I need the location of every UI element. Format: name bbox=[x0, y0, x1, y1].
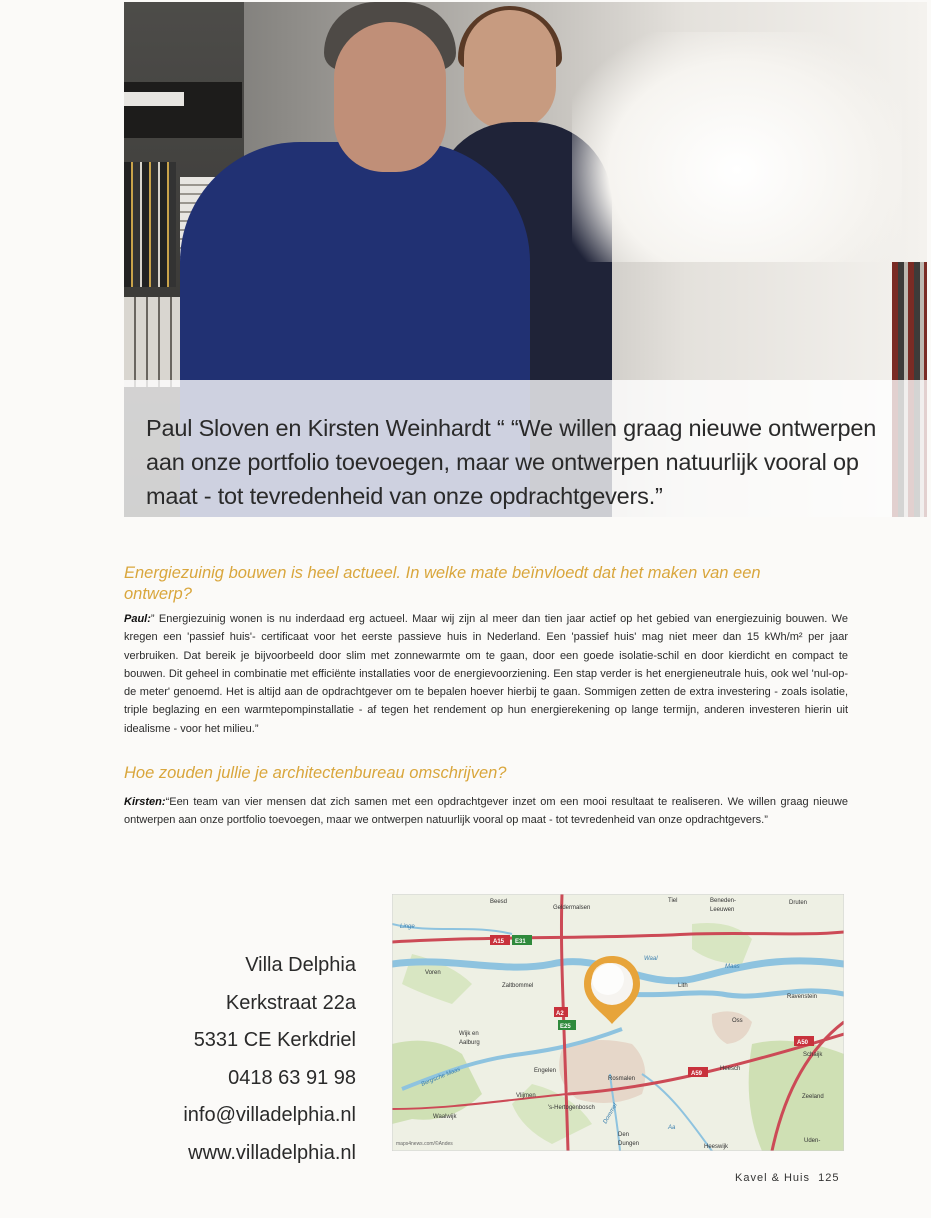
book-stack bbox=[124, 82, 242, 138]
road-shield: A50 bbox=[797, 1040, 809, 1046]
map-label: Waalwijk bbox=[433, 1114, 457, 1120]
page-footer bbox=[735, 1172, 839, 1184]
answer-paragraph bbox=[124, 793, 848, 830]
map-label: Linge bbox=[400, 924, 415, 930]
map-label: Bergsche Maas bbox=[420, 1066, 462, 1088]
map-label: Zeeland bbox=[802, 1094, 824, 1100]
book-row bbox=[124, 162, 176, 287]
map-label: Maas bbox=[725, 964, 740, 970]
road-shield: E25 bbox=[560, 1024, 571, 1030]
map-label: Uden- bbox=[804, 1138, 821, 1144]
map-label: Geldermalsen bbox=[553, 905, 591, 911]
quote-line: maat - tot tevredenheid van onze opdrachtgevers.” bbox=[146, 483, 663, 509]
map-label: Waal bbox=[644, 956, 658, 962]
email-link[interactable]: info@villadelphia.nl bbox=[183, 1104, 356, 1126]
question-heading bbox=[124, 563, 761, 605]
website-link[interactable]: www.villadelphia.nl bbox=[188, 1141, 356, 1164]
map-label: Beesd bbox=[490, 899, 508, 905]
question-heading: Hoe zouden jullie je architectenbureau omschrijven? bbox=[124, 764, 507, 782]
street-address: Kerkstraat 22a bbox=[225, 991, 356, 1014]
postal-city: 5331 CE Kerkdriel bbox=[193, 1029, 356, 1051]
map-label: Dungen bbox=[618, 1141, 640, 1147]
map-label: Vlijmen bbox=[516, 1093, 536, 1099]
map-label: Voren bbox=[425, 970, 441, 976]
map-credit: maps4news.com/©Andes bbox=[396, 1141, 453, 1147]
company-name: Villa Delphia bbox=[245, 954, 356, 976]
pendant-lamp bbox=[572, 32, 902, 262]
quote-line: Paul Sloven en Kirsten Weinhardt “ “We willen graag nieuwe ontwerpen bbox=[146, 415, 877, 441]
map-label: Beneden- bbox=[710, 898, 737, 904]
question-line: Energiezuinig bouwen is heel actueel. In welke mate beïnvloedt dat het maken van een bbox=[124, 564, 761, 582]
map-label: Engelen bbox=[534, 1068, 557, 1074]
map-label: Wijk en bbox=[459, 1031, 479, 1037]
contact-block bbox=[160, 947, 356, 1172]
speaker-name: Paul: bbox=[124, 613, 151, 625]
map-label: Tiel bbox=[668, 898, 678, 904]
road-shield: A15 bbox=[493, 939, 505, 945]
man-face bbox=[334, 22, 446, 172]
map-label: Aalburg bbox=[459, 1040, 480, 1046]
quote-line: aan onze portfolio toevoegen, maar we ontwerpen natuurlijk vooral op bbox=[146, 449, 859, 475]
book-row bbox=[124, 297, 184, 387]
map-label: Aa bbox=[668, 1125, 676, 1131]
map-label: Schaijk bbox=[803, 1052, 823, 1058]
map-label: Druten bbox=[789, 900, 808, 906]
answer-paragraph bbox=[124, 610, 848, 738]
map-label: Oss bbox=[732, 1018, 743, 1024]
map-label: Lith bbox=[678, 983, 688, 989]
magazine-name: Kavel & Huis bbox=[735, 1172, 810, 1184]
map-label: 's-Hertogenbosch bbox=[548, 1105, 595, 1111]
woman-face bbox=[464, 10, 556, 130]
speaker-name: Kirsten: bbox=[124, 796, 166, 808]
location-map bbox=[392, 894, 844, 1151]
map-label: Rosmalen bbox=[608, 1076, 636, 1082]
map-label: Den bbox=[618, 1132, 630, 1138]
photo-caption-quote bbox=[146, 411, 886, 513]
map-label: Ravenstein bbox=[787, 994, 818, 1000]
road-shield: A59 bbox=[691, 1071, 703, 1077]
answer-text: “Een team van vier mensen dat zich samen met een opdrachtgever inzet om een mooi resultaat te realiseren. We willen graag nieuwe ontwerpen aan onze portfolio toevoegen, maar we ontwerpen natuurlijk vooral op maat - tot tevredenheid van onze opdrachtgevers.” bbox=[124, 796, 848, 827]
page-number: 125 bbox=[818, 1172, 840, 1184]
question-line: ontwerp? bbox=[124, 585, 192, 603]
phone-number[interactable]: 0418 63 91 98 bbox=[228, 1066, 356, 1089]
map-label: Dommel bbox=[602, 1102, 619, 1125]
road-shield: A2 bbox=[556, 1011, 564, 1017]
map-label: Leeuwen bbox=[710, 907, 735, 913]
road-shield: E31 bbox=[515, 939, 526, 945]
answer-text: ” Energiezuinig wonen is nu inderdaad erg actueel. Maar wij zijn al meer dan tien jaar actief op het gebied van energiezuinig bouwen. We kregen een 'passief huis'- certificaat voor het eerste passieve huis in Nederland. Een 'passief huis' mag niet meer dan 15 kWh/m² per jaar verbruiken. Dat bereik je bijvoorbeeld door slim met zonnewarmte om te gaan, door een goede isolatie-schil en door kierdicht en compact te bouwen. Dit geheel in combinatie met efficiënte installaties voor de energievoorziening. Een stap verder is het energieneutrale huis, ook wel 'nul-op-de meter' genoemd. Het is altijd aan de opdrachtgever om te bepalen hoever hierbij te gaan. Sommigen zetten de extra investering - zoals isolatie, triple beglazing en een warmtepompinstallatie - af tegen het rendement op hun energierekening op lange termijn, anderen investeren hierin uit idealisme - voor het milieu.” bbox=[124, 613, 848, 735]
map-label: Heeswijk bbox=[704, 1144, 729, 1150]
map-label: Heesch bbox=[720, 1066, 741, 1072]
book-spine bbox=[124, 92, 184, 106]
map-label: Zaltbommel bbox=[502, 983, 534, 989]
